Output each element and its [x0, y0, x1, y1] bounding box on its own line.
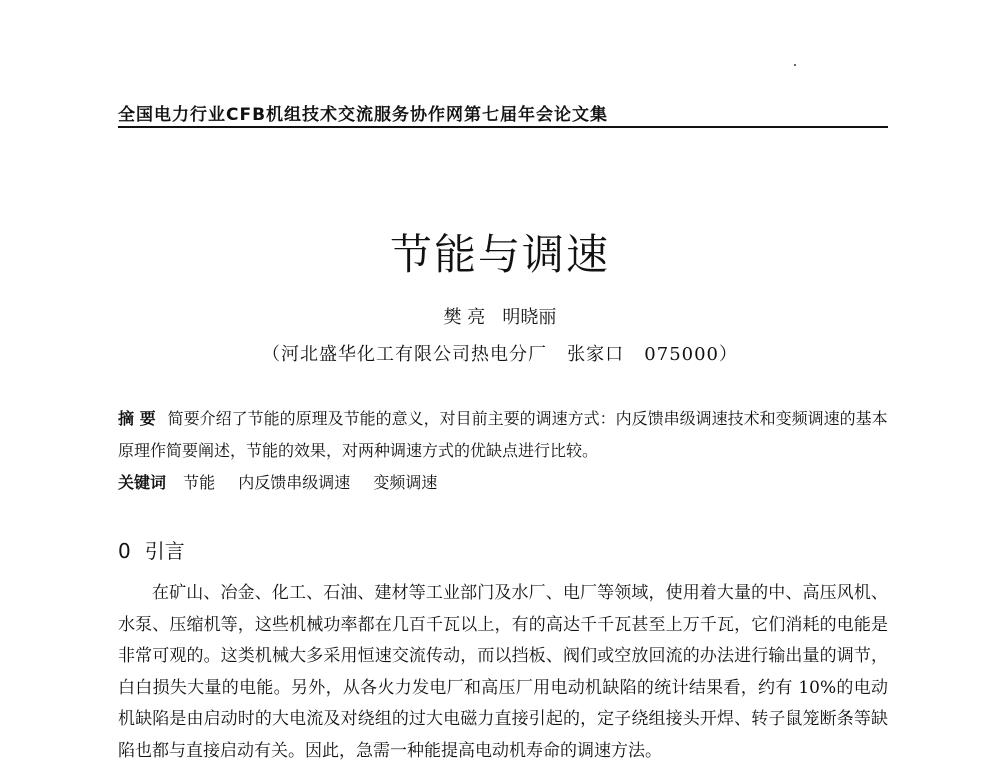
abstract-text: 简要介绍了节能的原理及节能的意义，对目前主要的调速方式：内反馈串级调速技术和变频调速的基本原理作简要阐述，节能的效果，对两种调速方式的优缺点进行比较。 [118, 409, 888, 460]
body-paragraph: 在矿山、冶金、化工、石油、建材等工业部门及水厂、电厂等领域，使用着大量的中、高压风机、水泵、压缩机等，这些机械功率都在几百千瓦以上，有的高达千千瓦甚至上万千瓦，它们消耗的电能是非常可观的。这类机械大多采用恒速交流传动，而以挡板、阀们或空放回流的办法进行输出量的调节，白白损失大量的电能。另外，从各火力发电厂和高压厂用电动机缺陷的统计结果看，约有 10%的电动机缺陷是由启动时的大电流及对绕组的过大电磁力直接引起的，定子绕组接头开焊、转子鼠笼断条等缺陷也都与直接启动有关。因此，急需一种能提高电动机寿命的调速方法。 [118, 583, 888, 761]
abstract [118, 403, 888, 467]
paper-title: 节能与调速 [389, 230, 610, 279]
abstract-label: 摘 要 [118, 409, 156, 428]
section-heading [118, 535, 185, 564]
keyword-item: 节能 [183, 473, 216, 492]
scan-speck [794, 64, 796, 66]
keywords-label: 关键词 [118, 473, 167, 492]
header-rule [118, 126, 888, 128]
keyword-item: 变频调速 [373, 473, 438, 492]
keyword-item: 内反馈串级调速 [238, 473, 351, 492]
running-header: 全国电力行业CFB机组技术交流服务协作网第七届年会论文集 [118, 105, 609, 125]
section-title: 引言 [144, 539, 185, 563]
paper-authors: 樊 亮 明晓丽 [443, 307, 557, 328]
paper-affiliation: （河北盛华化工有限公司热电分厂 张家口 075000） [261, 344, 739, 365]
section-number: 0 [118, 539, 131, 563]
keywords [118, 469, 888, 497]
